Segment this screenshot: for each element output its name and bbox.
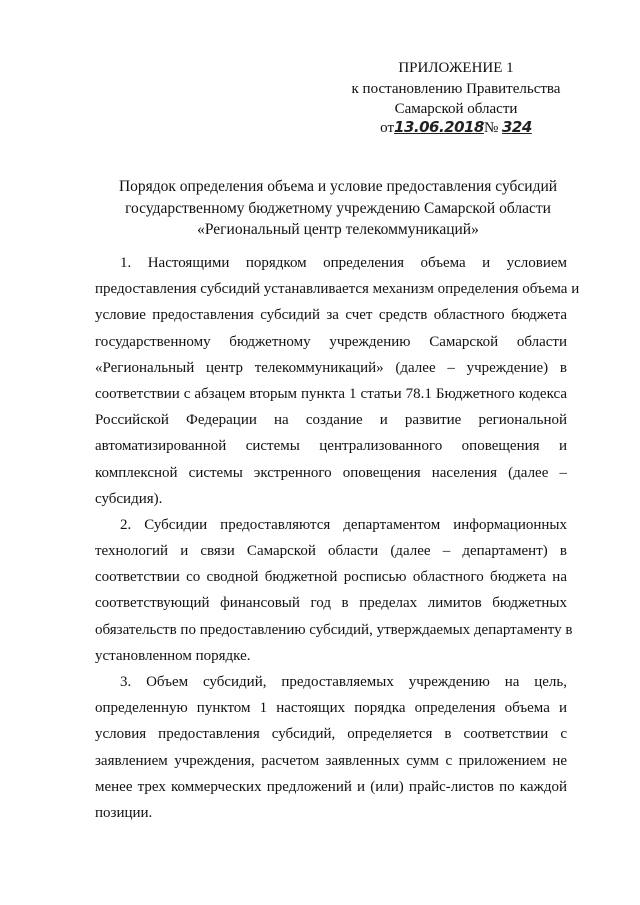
paragraph-3	[95, 669, 567, 826]
paragraph-line: субсидия).	[95, 490, 163, 507]
appendix-date-line	[340, 117, 572, 138]
paragraph-line: «Региональный центр телекоммуникаций» (далее – учреждение) в	[95, 359, 567, 376]
paragraph-line: условия предоставления субсидий, определяется в соответствии с	[95, 726, 567, 743]
paragraph-line: Российской Федерации на создание и развитие региональной	[95, 412, 567, 429]
paragraph-line: менее трех коммерческих предложений и (или) прайс-листов по каждой	[95, 778, 567, 795]
title-line: государственному бюджетному учреждению Самарской области	[125, 199, 551, 217]
title-line: «Региональный центр телекоммуникаций»	[197, 221, 479, 238]
number-prefix: №	[483, 120, 499, 136]
paragraph-line: соответствующий финансовый год в пределах лимитов бюджетных	[95, 595, 567, 612]
paragraph-line: комплексной системы экстренного оповещения населения (далее –	[95, 464, 567, 481]
document-title	[80, 176, 596, 241]
title-line: Порядок определения объема и условие предоставления субсидий	[118, 178, 558, 195]
appendix-region: Самарской области	[394, 101, 518, 117]
paragraph-line: 2. Субсидии предоставляются департаментом информационных	[120, 516, 567, 533]
appendix-reference: к постановлению Правительства	[351, 81, 561, 97]
paragraph-line: определенную пунктом 1 настоящих порядка определения объема и	[95, 700, 567, 717]
paragraph-line: соответствии с абзацем вторым пункта 1 статьи 78.1 Бюджетного кодекса	[95, 385, 567, 402]
date-prefix: от	[380, 120, 395, 136]
handwritten-date: 13.06.2018	[394, 118, 484, 136]
paragraph-line: обязательств по предоставлению субсидий, утверждаемых департаменту в	[95, 621, 573, 638]
paragraph-line: технологий и связи Самарской области (далее – департамент) в	[95, 543, 567, 560]
paragraph-line: государственному бюджетному учреждению Самарской области	[95, 333, 567, 350]
paragraph-line: 3. Объем субсидий, предоставляемых учреждению на цель,	[120, 674, 567, 690]
paragraph-line: позиции.	[95, 804, 153, 821]
paragraph-line: автоматизированной системы централизованного оповещения и	[95, 438, 567, 455]
paragraph-2	[95, 512, 573, 669]
paragraph-line: условие предоставления субсидий за счет средств областного бюджета	[95, 307, 567, 324]
handwritten-number: 324	[502, 118, 532, 136]
paragraph-line: установленном порядке.	[95, 647, 251, 664]
paragraph-line: соответствии со сводной бюджетной росписью областного бюджета на	[95, 569, 567, 586]
document-body	[95, 250, 580, 826]
paragraph-line: 1. Настоящими порядком определения объема и условием	[120, 255, 567, 271]
paragraph-1	[95, 250, 580, 512]
paragraph-line: заявлением учреждения, расчетом заявленных сумм с приложением не	[95, 752, 567, 769]
appendix-heading: ПРИЛОЖЕНИЕ 1	[398, 60, 514, 76]
paragraph-line: предоставления субсидий устанавливается механизм определения объема и	[95, 281, 580, 298]
